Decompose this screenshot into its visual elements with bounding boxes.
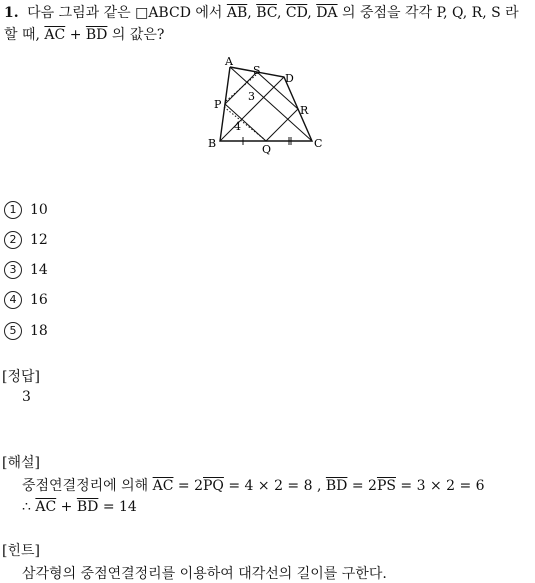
- explanation-line-2: [22, 499, 137, 515]
- label-p: P: [214, 98, 222, 111]
- choice-number-circle: 2: [4, 231, 22, 249]
- segment-bd: $\overline{BD}$: [85, 27, 108, 43]
- length-ps: 3: [248, 90, 255, 103]
- choice-1[interactable]: [4, 200, 48, 220]
- equation-part: = 2: [177, 478, 203, 494]
- equation-part: = 2: [351, 478, 377, 494]
- choice-number-circle: 3: [4, 261, 22, 279]
- length-pq: 4: [234, 120, 241, 133]
- label-s: S: [253, 64, 261, 77]
- comma: ,: [276, 5, 282, 21]
- segment-bd: $\overline{BD}$: [76, 499, 99, 515]
- equation-part: = 3 × 2 = 6: [400, 478, 485, 494]
- question-text-part3: 의 값은?: [111, 27, 165, 43]
- segment-ab: $\overline{AB}$: [226, 5, 248, 21]
- choice-2[interactable]: [4, 230, 48, 250]
- segment-ps: $\overline{PS}$: [376, 478, 396, 494]
- question-text-part2: 의 중점을 각각 P, Q, R, S 라할 때,: [4, 5, 519, 43]
- choice-number-circle: 4: [4, 291, 22, 309]
- segment-bd: $\overline{BD}$: [325, 478, 348, 494]
- label-r: R: [300, 104, 309, 117]
- choice-text: 12: [30, 232, 48, 248]
- equation-part: = 14: [102, 499, 137, 515]
- explanation-line-1: [22, 475, 485, 495]
- equation-part: = 4 × 2 = 8 ,: [228, 478, 322, 494]
- choice-number-circle: 1: [4, 201, 22, 219]
- segment-bc: $\overline{BC}$: [256, 5, 277, 21]
- label-c: C: [314, 137, 323, 150]
- question-text: [4, 2, 532, 46]
- label-b: B: [208, 137, 217, 150]
- therefore-symbol: ∴: [22, 499, 31, 515]
- label-d: D: [285, 72, 294, 85]
- choice-text: 10: [30, 202, 48, 218]
- hint-heading: [힌트]: [2, 543, 40, 559]
- choice-number-circle: 5: [4, 322, 22, 340]
- segment-cd: $\overline{CD}$: [285, 5, 308, 21]
- label-q: Q: [262, 143, 272, 155]
- segment-da: $\overline{DA}$: [316, 5, 338, 21]
- plus-sign: +: [69, 27, 82, 43]
- choice-3[interactable]: [4, 260, 48, 280]
- question-text-part1: 다음 그림과 같은 □ABCD 에서: [27, 5, 223, 21]
- segment-ac: $\overline{AC}$: [152, 478, 174, 494]
- choice-text: 14: [30, 262, 48, 278]
- question-number: 1.: [4, 5, 19, 21]
- comma: ,: [307, 5, 312, 21]
- plus-sign: +: [60, 499, 73, 515]
- answer-value: 3: [22, 389, 31, 405]
- quadrilateral-figure: [200, 55, 330, 155]
- answer-heading: [정답]: [2, 369, 40, 385]
- segment-pq: $\overline{PQ}$: [203, 478, 224, 494]
- hint-text: 삼각형의 중점연결정리를 이용하여 대각선의 길이를 구한다.: [22, 566, 387, 582]
- comma: ,: [247, 5, 252, 21]
- explanation-text: 중점연결정리에 의해: [22, 478, 149, 494]
- explanation-heading: [해설]: [2, 455, 40, 471]
- choice-5[interactable]: [4, 321, 48, 341]
- label-a: A: [225, 55, 233, 68]
- choice-text: 18: [30, 323, 48, 339]
- segment-ac: $\overline{AC}$: [35, 499, 57, 515]
- choice-text: 16: [30, 292, 48, 308]
- segment-ac: $\overline{AC}$: [44, 27, 66, 43]
- choice-4[interactable]: [4, 290, 48, 310]
